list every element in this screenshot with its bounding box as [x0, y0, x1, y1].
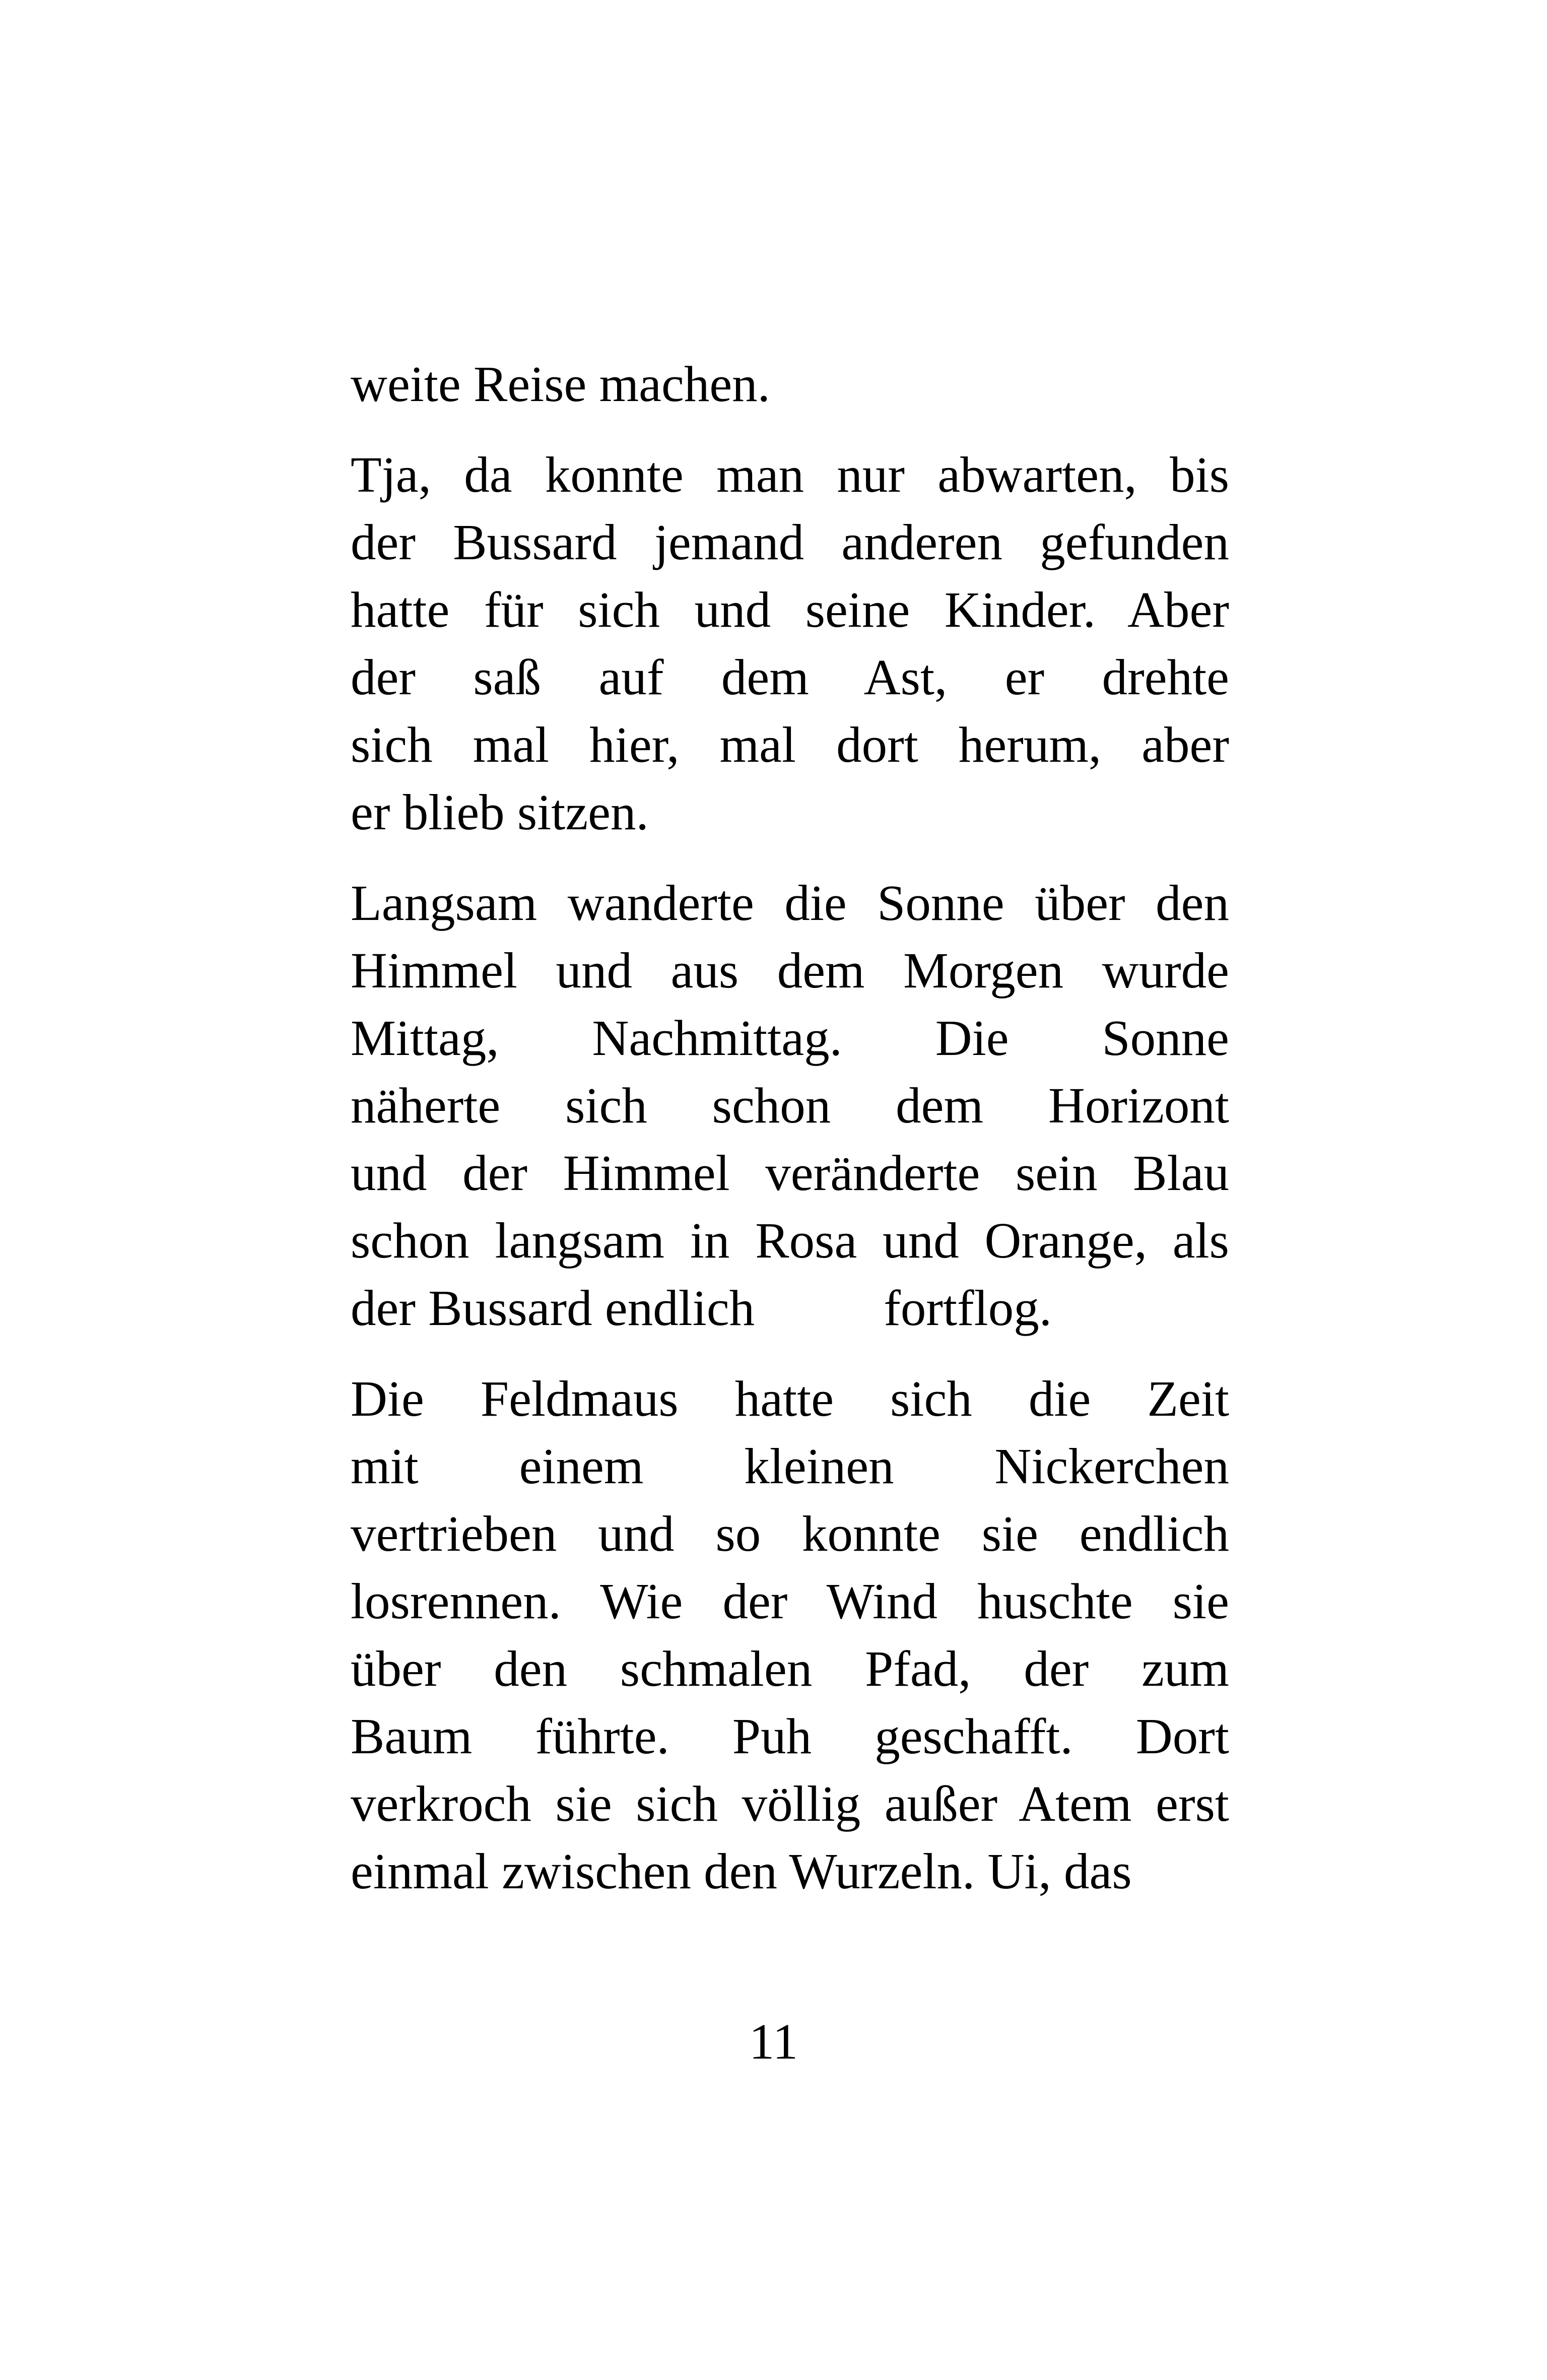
text-line: vertrieben und so konnte sie endlich [351, 1505, 1229, 1562]
text-line: Himmel und aus dem Morgen wurde [351, 942, 1229, 999]
page-number: 11 [749, 2013, 798, 2070]
text-line: mit einem kleinen Nickerchen [351, 1438, 1229, 1494]
text-line: Baum führte. Puh geschafft. Dort [351, 1708, 1229, 1764]
text-line: einmal zwischen den Wurzeln. Ui, das [351, 1843, 1132, 1899]
paragraph-spacing [351, 418, 1229, 441]
text-line: weite Reise machen. [351, 356, 770, 412]
paragraph-spacing [351, 1342, 1229, 1365]
paragraph [351, 869, 1229, 1342]
text-fragment: der Bussard endlich [351, 1280, 755, 1336]
text-line: er blieb sitzen. [351, 784, 649, 840]
text-line: hatte für sich und seine Kinder. Aber [351, 581, 1229, 638]
text-line [351, 1274, 1229, 1342]
text-line: losrennen. Wie der Wind huschte sie [351, 1573, 1229, 1629]
text-line: Langsam wanderte die Sonne über den [351, 875, 1229, 931]
text-line: Die Feldmaus hatte sich die Zeit [351, 1370, 1229, 1427]
text-line: näherte sich schon dem Horizont [351, 1077, 1229, 1134]
body-text [351, 350, 1229, 1905]
paragraph [351, 350, 1229, 418]
text-line: schon langsam in Rosa und Orange, als [351, 1212, 1229, 1269]
text-line: Tja, da konnte man nur abwarten, bis [351, 446, 1229, 503]
text-fragment: fortflog. [884, 1280, 1052, 1336]
text-line: verkroch sie sich völlig außer Atem erst [351, 1775, 1229, 1832]
paragraph [351, 441, 1229, 846]
text-line: über den schmalen Pfad, der zum [351, 1640, 1229, 1697]
text-line: Mittag, Nachmittag. Die Sonne [351, 1010, 1229, 1066]
text-line: und der Himmel veränderte sein Blau [351, 1145, 1229, 1201]
text-line: der Bussard jemand anderen gefunden [351, 514, 1229, 570]
paragraph-spacing [351, 846, 1229, 869]
text-line: sich mal hier, mal dort herum, aber [351, 716, 1229, 773]
paragraph [351, 1365, 1229, 1905]
text-line: der saß auf dem Ast, er drehte [351, 649, 1229, 705]
